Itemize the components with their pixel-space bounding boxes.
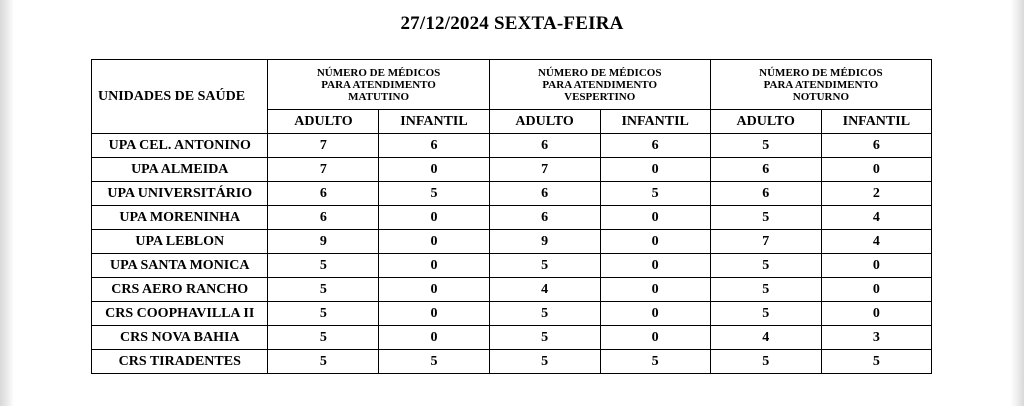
table-row	[92, 182, 932, 206]
doctor-count-cell: 6	[268, 206, 379, 230]
doctor-count-cell: 0	[379, 254, 489, 278]
doctor-count-cell: 6	[379, 134, 489, 158]
unit-name-cell: CRS AERO RANCHO	[92, 278, 268, 302]
doctor-count-cell: 5	[489, 326, 600, 350]
doctor-count-cell: 5	[710, 254, 821, 278]
table-row	[92, 206, 932, 230]
subheader-child: INFANTIL	[379, 110, 489, 134]
table-row	[92, 326, 932, 350]
schedule-table	[91, 59, 932, 374]
doctor-count-cell: 0	[379, 326, 489, 350]
doctor-count-cell: 0	[600, 206, 710, 230]
table-row	[92, 278, 932, 302]
doctor-count-cell: 9	[489, 230, 600, 254]
doctor-count-cell: 5	[268, 326, 379, 350]
period-header-line: NÚMERO DE MÉDICOS	[759, 66, 883, 79]
unit-name-cell: UPA UNIVERSITÁRIO	[92, 182, 268, 206]
doctor-count-cell: 5	[489, 350, 600, 374]
doctor-count-cell: 0	[821, 278, 931, 302]
doctor-count-cell: 6	[710, 158, 821, 182]
unit-name-cell: UPA CEL. ANTONINO	[92, 134, 268, 158]
doctor-count-cell: 6	[489, 206, 600, 230]
table-row	[92, 134, 932, 158]
period-header-line: NOTURNO	[792, 90, 850, 103]
doctor-count-cell: 6	[710, 182, 821, 206]
doctor-count-cell: 0	[600, 254, 710, 278]
doctor-count-cell: 2	[821, 182, 931, 206]
subheader-adult: ADULTO	[710, 110, 821, 134]
period-header-morning	[268, 60, 489, 110]
period-header-line: PARA ATENDIMENTO	[542, 78, 658, 91]
header-row	[92, 60, 932, 110]
doctor-count-cell: 0	[379, 230, 489, 254]
unit-name-cell: CRS NOVA BAHIA	[92, 326, 268, 350]
unit-name-cell: UPA LEBLON	[92, 230, 268, 254]
doctor-count-cell: 5	[821, 350, 931, 374]
doctor-count-cell: 5	[710, 278, 821, 302]
period-header-afternoon	[489, 60, 710, 110]
table-row	[92, 230, 932, 254]
period-header-line: VESPERTINO	[564, 90, 636, 103]
doctor-count-cell: 5	[710, 206, 821, 230]
doctor-count-cell: 4	[821, 230, 931, 254]
doctor-count-cell: 4	[489, 278, 600, 302]
unit-name-cell: CRS TIRADENTES	[92, 350, 268, 374]
table-row	[92, 302, 932, 326]
doctor-count-cell: 0	[600, 278, 710, 302]
doctor-count-cell: 7	[268, 158, 379, 182]
unit-name-cell: UPA MORENINHA	[92, 206, 268, 230]
doctor-count-cell: 7	[268, 134, 379, 158]
period-header-line: NÚMERO DE MÉDICOS	[316, 66, 441, 79]
doctor-count-cell: 5	[710, 134, 821, 158]
doctor-count-cell: 5	[600, 182, 710, 206]
doctor-count-cell: 6	[821, 134, 931, 158]
table-row	[92, 350, 932, 374]
subheader-child: INFANTIL	[821, 110, 931, 134]
doctor-count-cell: 7	[489, 158, 600, 182]
doctor-count-cell: 5	[710, 302, 821, 326]
doctor-count-cell: 6	[268, 182, 379, 206]
doctor-count-cell: 6	[489, 182, 600, 206]
doctor-count-cell: 0	[379, 278, 489, 302]
period-header-night	[710, 60, 931, 110]
doctor-count-cell: 5	[710, 350, 821, 374]
doctor-count-cell: 0	[379, 206, 489, 230]
doctor-count-cell: 0	[600, 302, 710, 326]
doctor-count-cell: 5	[600, 350, 710, 374]
doctor-count-cell: 0	[821, 158, 931, 182]
doctor-count-cell: 7	[710, 230, 821, 254]
doctor-count-cell: 0	[600, 326, 710, 350]
doctor-count-cell: 5	[268, 302, 379, 326]
page-title: 27/12/2024 SEXTA-FEIRA	[400, 13, 624, 34]
doctor-count-cell: 3	[821, 326, 931, 350]
period-header-line: PARA ATENDIMENTO	[763, 78, 879, 91]
table-row	[92, 254, 932, 278]
doctor-count-cell: 0	[600, 230, 710, 254]
doctor-count-cell: 4	[710, 326, 821, 350]
period-header-line: PARA ATENDIMENTO	[321, 78, 436, 91]
doctor-count-cell: 6	[600, 134, 710, 158]
doctor-count-cell: 0	[379, 302, 489, 326]
doctor-count-cell: 5	[268, 254, 379, 278]
doctor-count-cell: 5	[379, 350, 489, 374]
doctor-count-cell: 0	[379, 158, 489, 182]
doctor-count-cell: 5	[489, 254, 600, 278]
subheader-adult: ADULTO	[268, 110, 379, 134]
subheader-adult: ADULTO	[489, 110, 600, 134]
unit-name-cell: CRS COOPHAVILLA II	[92, 302, 268, 326]
subheader-child: INFANTIL	[600, 110, 710, 134]
doctor-count-cell: 6	[489, 134, 600, 158]
period-header-line: MATUTINO	[348, 90, 410, 103]
doctor-count-cell: 5	[268, 278, 379, 302]
doctor-count-cell: 0	[821, 302, 931, 326]
doctor-count-cell: 5	[489, 302, 600, 326]
doctor-count-cell: 5	[268, 350, 379, 374]
unit-column-header: UNIDADES DE SAÚDE	[92, 60, 268, 134]
period-header-line: NÚMERO DE MÉDICOS	[537, 66, 662, 79]
doctor-count-cell: 0	[821, 254, 931, 278]
doctor-count-cell: 9	[268, 230, 379, 254]
doctor-count-cell: 5	[379, 182, 489, 206]
table-row	[92, 158, 932, 182]
unit-name-cell: UPA SANTA MONICA	[92, 254, 268, 278]
doctor-count-cell: 0	[600, 158, 710, 182]
doctor-count-cell: 4	[821, 206, 931, 230]
unit-name-cell: UPA ALMEIDA	[92, 158, 268, 182]
